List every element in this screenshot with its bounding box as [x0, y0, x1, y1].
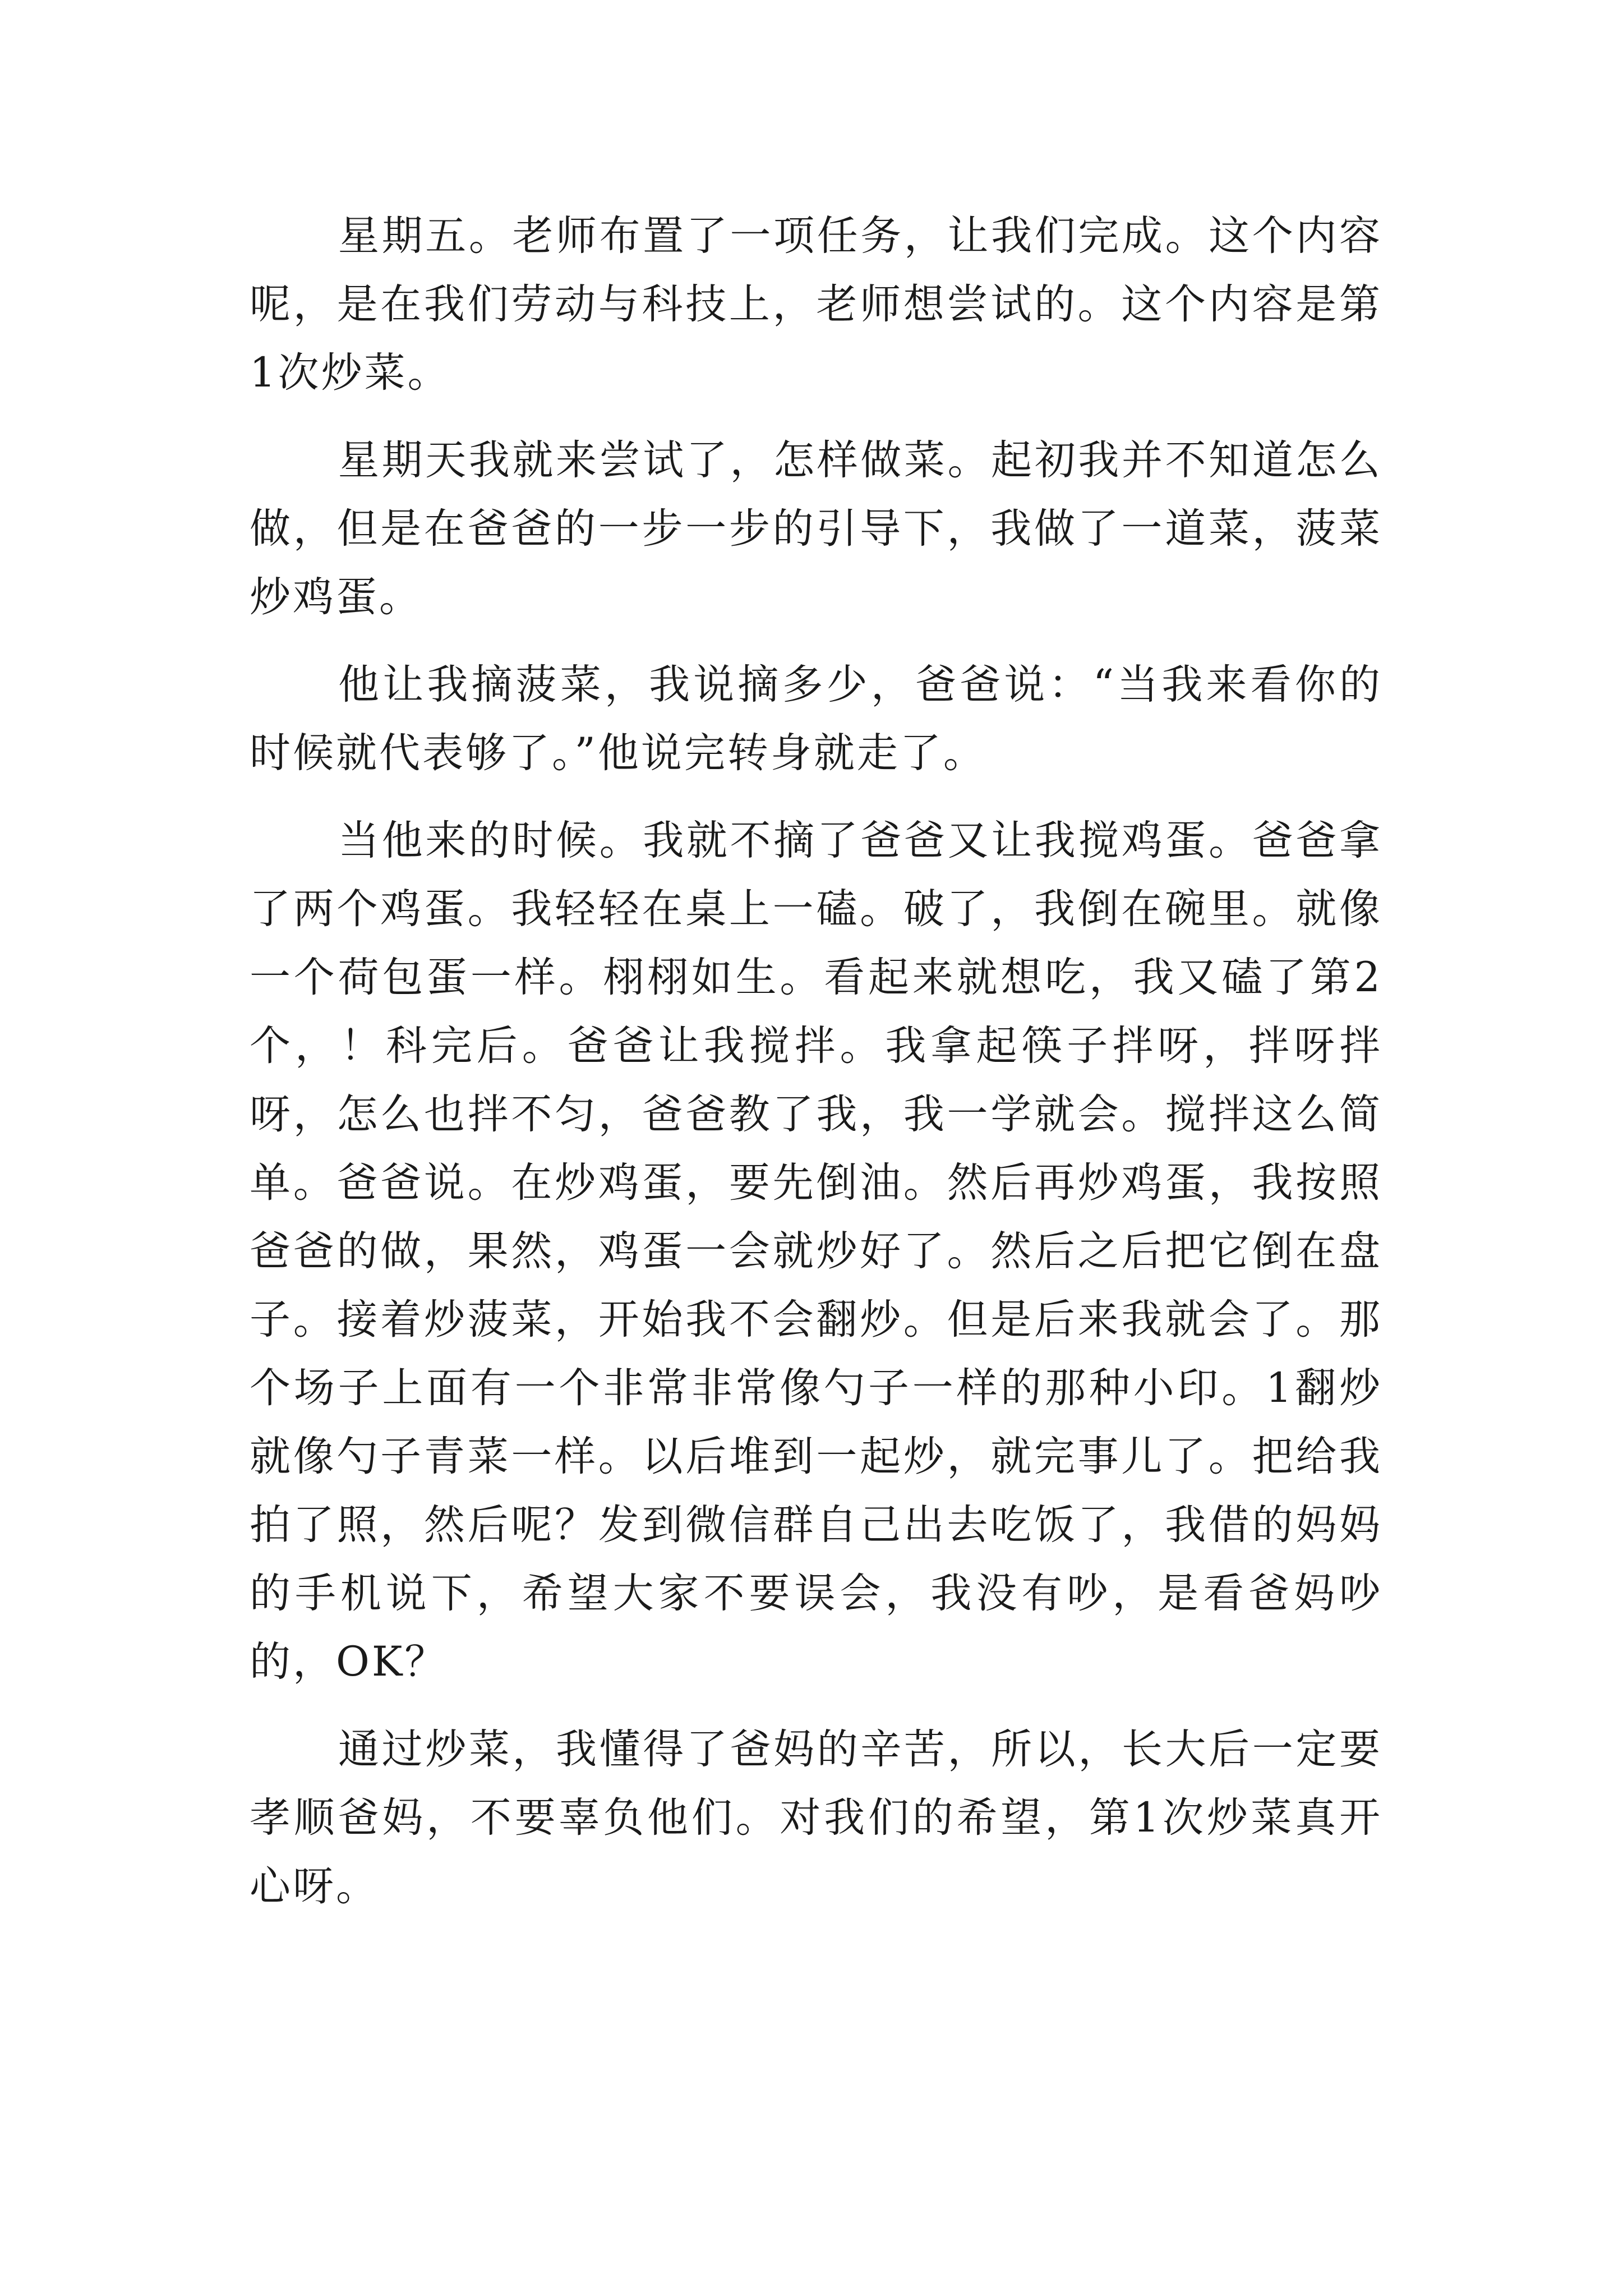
paragraph-1: 星期五。老师布置了一项任务，让我们完成。这个内容呢，是在我们劳动与科技上，老师想尝试的。这个内容是第1次炒菜。: [250, 212, 1382, 397]
paragraph-2: 星期天我就来尝试了，怎样做菜。起初我并不知道怎么做，但是在爸爸的一步一步的引导下，我做了一道菜，菠菜炒鸡蛋。: [250, 436, 1382, 621]
paragraph-3: 他让我摘菠菜，我说摘多少，爸爸说：“当我来看你的时候就代表够了。”他说完转身就走了。: [250, 661, 1382, 777]
document-body: [250, 202, 1382, 1940]
paragraph-4: 当他来的时候。我就不摘了爸爸又让我搅鸡蛋。爸爸拿了两个鸡蛋。我轻轻在桌上一磕。破了，我倒在碗里。就像一个荷包蛋一样。栩栩如生。看起来就想吃，我又磕了第2个，！科完后。爸爸让我搅拌。我拿起筷子拌呀，拌呀拌呀，怎么也拌不匀，爸爸教了我，我一学就会。搅拌这么简单。爸爸说。在炒鸡蛋，要先倒油。然后再炒鸡蛋，我按照爸爸的做，果然，鸡蛋一会就炒好了。然后之后把它倒在盘子。接着炒菠菜，开始我不会翻炒。但是后来我就会了。那个场子上面有一个非常非常像勺子一样的那种小印。1翻炒就像勺子青菜一样。以后堆到一起炒，就完事儿了。把给我拍了照，然后呢？发到微信群自己出去吃饭了，我借的妈妈的手机说下，希望大家不要误会，我没有吵，是看爸妈吵的，OK？: [250, 817, 1382, 1686]
paragraph-5: 通过炒菜，我懂得了爸妈的辛苦，所以，长大后一定要孝顺爸妈，不要辜负他们。对我们的希望，第1次炒菜真开心呀。: [250, 1726, 1382, 1910]
